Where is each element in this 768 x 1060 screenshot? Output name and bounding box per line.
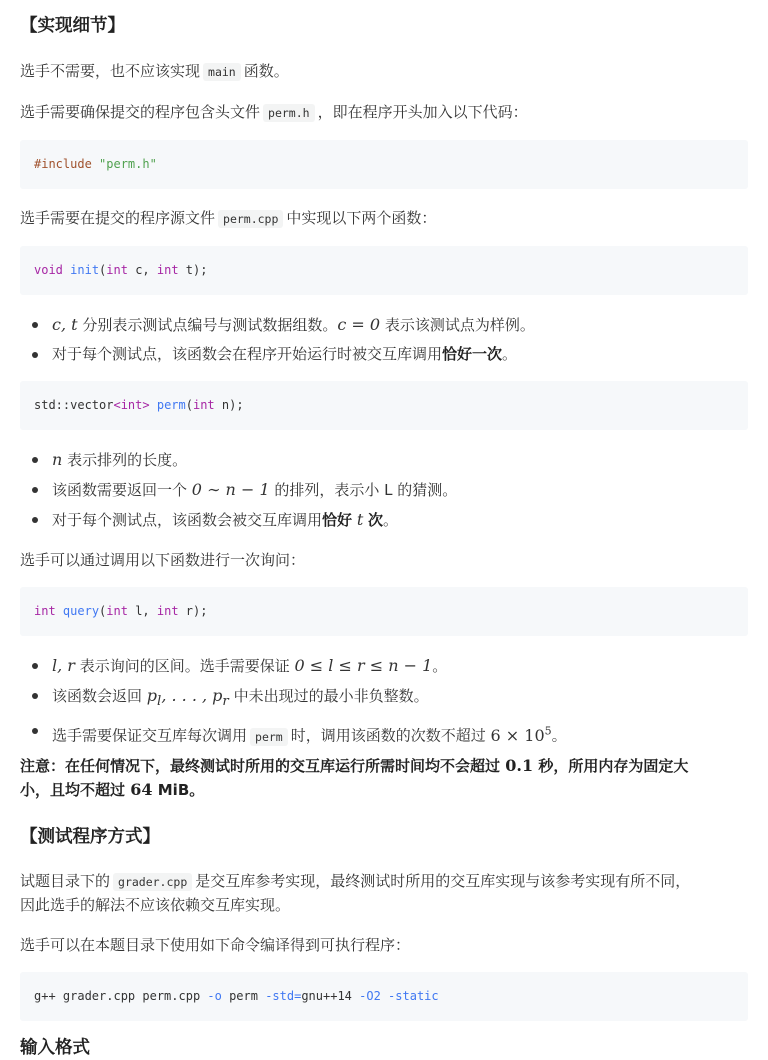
- text: 。: [383, 511, 399, 529]
- math: t: [356, 510, 364, 529]
- bold-text: 次: [368, 511, 384, 529]
- inline-code-grader-cpp: grader.cpp: [113, 873, 192, 891]
- math: [491, 726, 552, 745]
- text: 选手需要在提交的程序源文件: [20, 209, 216, 227]
- cmd-text: perm: [221, 989, 266, 1003]
- text: 注意：在任何情况下，最终测试时所用的交互库运行所需时间均不会超过: [20, 757, 501, 775]
- bold-text: 恰好一次: [442, 345, 503, 363]
- text: 小，且均不超过: [20, 781, 126, 799]
- text: 时，调用该函数的次数不超过: [290, 726, 486, 745]
- code-type: void: [34, 263, 63, 277]
- code-block-perm: [20, 381, 748, 430]
- cmd-flag: -O2: [359, 989, 381, 1003]
- math: c, t: [52, 315, 78, 334]
- text: MiB。: [157, 781, 205, 799]
- text: 对于每个测试点，该函数会被交互库调用: [52, 511, 323, 529]
- list-item: [20, 310, 535, 340]
- para-grader-line-2: 因此选手的解法不应该依赖交互库实现。: [20, 896, 291, 914]
- code-type: int: [192, 398, 215, 412]
- cmd-text: gnu++14: [301, 989, 360, 1003]
- code-type: int: [156, 263, 179, 277]
- math: c = 0: [337, 315, 381, 334]
- para-query-intro: 选手可以通过调用以下函数进行一次询问：: [20, 551, 306, 569]
- math: 0.1: [505, 756, 534, 775]
- cmd-space: [381, 989, 388, 1003]
- math-sub: r: [222, 694, 229, 710]
- code-arg: r);: [178, 604, 208, 618]
- code-type: int: [106, 263, 128, 277]
- text: 是交互库参考实现，最终测试时所用的交互库实现与该参考实现有所不同，: [195, 872, 691, 890]
- inline-code-main: main: [203, 63, 241, 81]
- text: 中实现以下两个函数：: [286, 209, 437, 227]
- list-item: [20, 445, 457, 475]
- text: 函数。: [243, 62, 289, 80]
- include-directive: #include: [34, 157, 92, 171]
- text: ，即在程序开头加入以下代码：: [317, 103, 528, 121]
- text: 。: [551, 726, 567, 745]
- para-include-header: [20, 100, 528, 125]
- list-item: [20, 716, 567, 751]
- cmd-flag: -static: [388, 989, 439, 1003]
- text: 中未出现过的最小非负整数。: [233, 687, 429, 705]
- text: 分别表示测试点编号与测试数据组数。: [82, 316, 338, 334]
- math-sub: l: [157, 694, 162, 710]
- code-arg: n);: [214, 398, 244, 412]
- math: 0 ∼ n − 1: [191, 480, 270, 499]
- code-type: int: [34, 604, 56, 618]
- cmd-text: g++ grader.cpp perm.cpp: [34, 989, 208, 1003]
- code-arg: l,: [127, 604, 157, 618]
- code-punct: (: [99, 604, 107, 618]
- section-title-test: 【测试程序方式】: [20, 827, 160, 847]
- include-file: "perm.h": [99, 157, 157, 171]
- cmd-flag: -o: [207, 989, 222, 1003]
- bold-text: 恰好: [322, 511, 353, 529]
- text: 的排列，表示小 L 的猜测。: [274, 481, 458, 499]
- code-type: int: [156, 604, 179, 618]
- section-title-impl: 【实现细节】: [20, 16, 125, 36]
- math: [146, 686, 229, 710]
- math: 0 ≤ l ≤ r ≤ n − 1: [294, 656, 433, 675]
- text: 。: [432, 657, 448, 675]
- text: 表示排列的长度。: [67, 451, 188, 469]
- init-bullet-list: [20, 310, 535, 369]
- text: 选手需要确保提交的程序包含头文件: [20, 103, 261, 121]
- code-block-init: [20, 246, 748, 295]
- text: 选手需要保证交互库每次调用: [52, 726, 248, 745]
- inline-code-perm-h: perm.h: [263, 104, 315, 122]
- inline-code-perm: perm: [250, 728, 288, 746]
- para-implement-functions: [20, 206, 436, 231]
- list-item: [20, 651, 567, 681]
- inline-code-perm-cpp: perm.cpp: [218, 210, 283, 228]
- code-block-include: [20, 140, 748, 189]
- query-bullet-list: [20, 651, 567, 752]
- text: 表示询问的区间。选手需要保证: [79, 657, 290, 675]
- para-no-main: [20, 59, 289, 84]
- math-value: 6 × 10: [490, 725, 545, 745]
- math-var: p: [146, 686, 158, 705]
- perm-bullet-list: [20, 445, 457, 535]
- cmd-flag: -std=: [265, 989, 302, 1003]
- text: 对于每个测试点，该函数会在程序开始运行时被交互库调用: [52, 345, 443, 363]
- code-punct: (: [185, 398, 193, 412]
- text: 试题目录下的: [20, 872, 111, 890]
- para-grader-line-1: [20, 869, 690, 894]
- math-sup: 5: [544, 724, 552, 738]
- text: 该函数会返回: [52, 687, 143, 705]
- list-item: [20, 340, 535, 369]
- math: 64: [130, 780, 153, 799]
- section-title-input: 输入格式: [20, 1038, 90, 1058]
- math: n: [52, 450, 63, 469]
- code-type: std::vector: [34, 398, 114, 412]
- text: 。: [502, 345, 518, 363]
- math: l, r: [52, 656, 75, 675]
- code-arg: c,: [127, 263, 157, 277]
- para-compile-intro: 选手可以在本题目录下使用如下命令编译得到可执行程序：: [20, 936, 411, 954]
- list-item: [20, 475, 457, 505]
- list-item: [20, 681, 567, 716]
- text: 该函数需要返回一个: [52, 481, 188, 499]
- list-item: [20, 505, 457, 535]
- code-block-compile-command: [20, 972, 748, 1021]
- note-line-2: [20, 778, 204, 802]
- code-function-name: init: [70, 263, 100, 277]
- code-function-name: query: [62, 604, 100, 618]
- code-function-name: perm: [156, 398, 186, 412]
- code-block-query: [20, 587, 748, 636]
- text: 表示该测试点为样例。: [384, 316, 535, 334]
- text: 秒，所用内存为固定大: [538, 757, 689, 775]
- code-arg: t);: [178, 263, 208, 277]
- code-type: int: [106, 604, 128, 618]
- math-mid: , . . . , p: [161, 686, 223, 705]
- text: 选手不需要，也不应该实现: [20, 62, 201, 80]
- code-template: <int>: [113, 398, 150, 412]
- note-line-1: [20, 754, 688, 778]
- code-punct: (: [99, 263, 107, 277]
